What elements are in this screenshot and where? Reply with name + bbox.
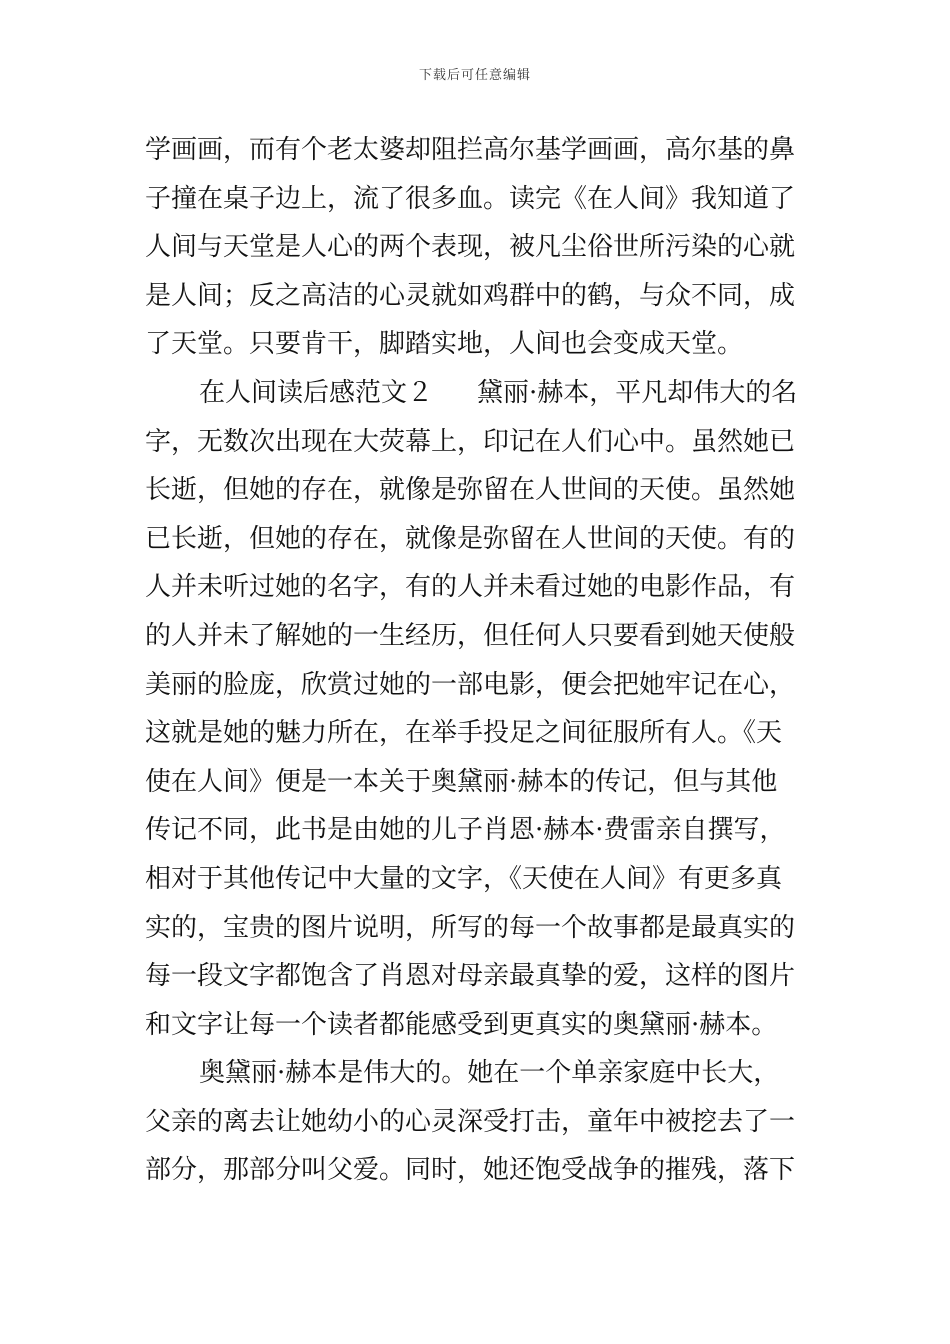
section-heading: 在人间读后感范文２ bbox=[199, 377, 434, 408]
text-line: 传记不同，此书是由她的儿子肖恩·赫本·费雷亲自撰写， bbox=[145, 815, 786, 846]
text-line: 相对于其他传记中大量的文字，《天使在人间》有更多真 bbox=[145, 863, 783, 894]
text-line: 是人间；反之高洁的心灵就如鸡群中的鹤，与众不同，成 bbox=[145, 280, 796, 311]
section-heading-line bbox=[145, 369, 815, 418]
text-line: 的人并未了解她的一生经历，但任何人只要看到她天使般 bbox=[145, 620, 796, 651]
text-line: 已长逝，但她的存在，就像是弥留在人世间的天使。有的 bbox=[145, 523, 796, 554]
text-line: 和文字让每一个读者都能感受到更真实的奥黛丽·赫本。 bbox=[145, 1009, 778, 1040]
text-line: 了天堂。只要肯干，脚踏实地，人间也会变成天堂。 bbox=[145, 329, 744, 360]
page-header: 下载后可任意编辑 bbox=[418, 68, 531, 83]
text-line: 字，无数次出现在大荧幕上，印记在人们心中。虽然她已 bbox=[145, 426, 796, 457]
document-body bbox=[145, 126, 815, 1195]
text-line: 美丽的脸庞，欣赏过她的一部电影，便会把她牢记在心， bbox=[145, 669, 796, 700]
text-line: 长逝，但她的存在，就像是弥留在人世间的天使。虽然她 bbox=[145, 475, 796, 506]
text-line: 子撞在桌子边上，流了很多血。读完《在人间》我知道了 bbox=[145, 183, 796, 214]
text-line: 部分，那部分叫父爱。同时，她还饱受战争的摧残，落下 bbox=[145, 1155, 796, 1186]
text-line: 父亲的离去让她幼小的心灵深受打击，童年中被挖去了一 bbox=[145, 1106, 796, 1137]
text-line: 实的，宝贵的图片说明，所写的每一个故事都是最真实的 bbox=[145, 912, 796, 943]
text-line: 学画画，而有个老太婆却阻拦高尔基学画画，高尔基的鼻 bbox=[145, 135, 796, 165]
paragraph-first-line: 奥黛丽·赫本是伟大的。她在一个单亲家庭中长大， bbox=[199, 1058, 780, 1089]
text-line: 人并未听过她的名字，有的人并未看过她的电影作品，有 bbox=[145, 572, 796, 603]
text-line: 每一段文字都饱含了肖恩对母亲最真挚的爱，这样的图片 bbox=[145, 961, 796, 992]
text-line: 这就是她的魅力所在，在举手投足之间征服所有人。《天 bbox=[145, 718, 783, 749]
text-line: 使在人间》便是一本关于奥黛丽·赫本的传记，但与其他 bbox=[145, 766, 778, 797]
section-first-line: 黛丽·赫本，平凡却伟大的名 bbox=[477, 377, 798, 408]
text-line: 人间与天堂是人心的两个表现，被凡尘俗世所污染的心就 bbox=[145, 232, 796, 263]
